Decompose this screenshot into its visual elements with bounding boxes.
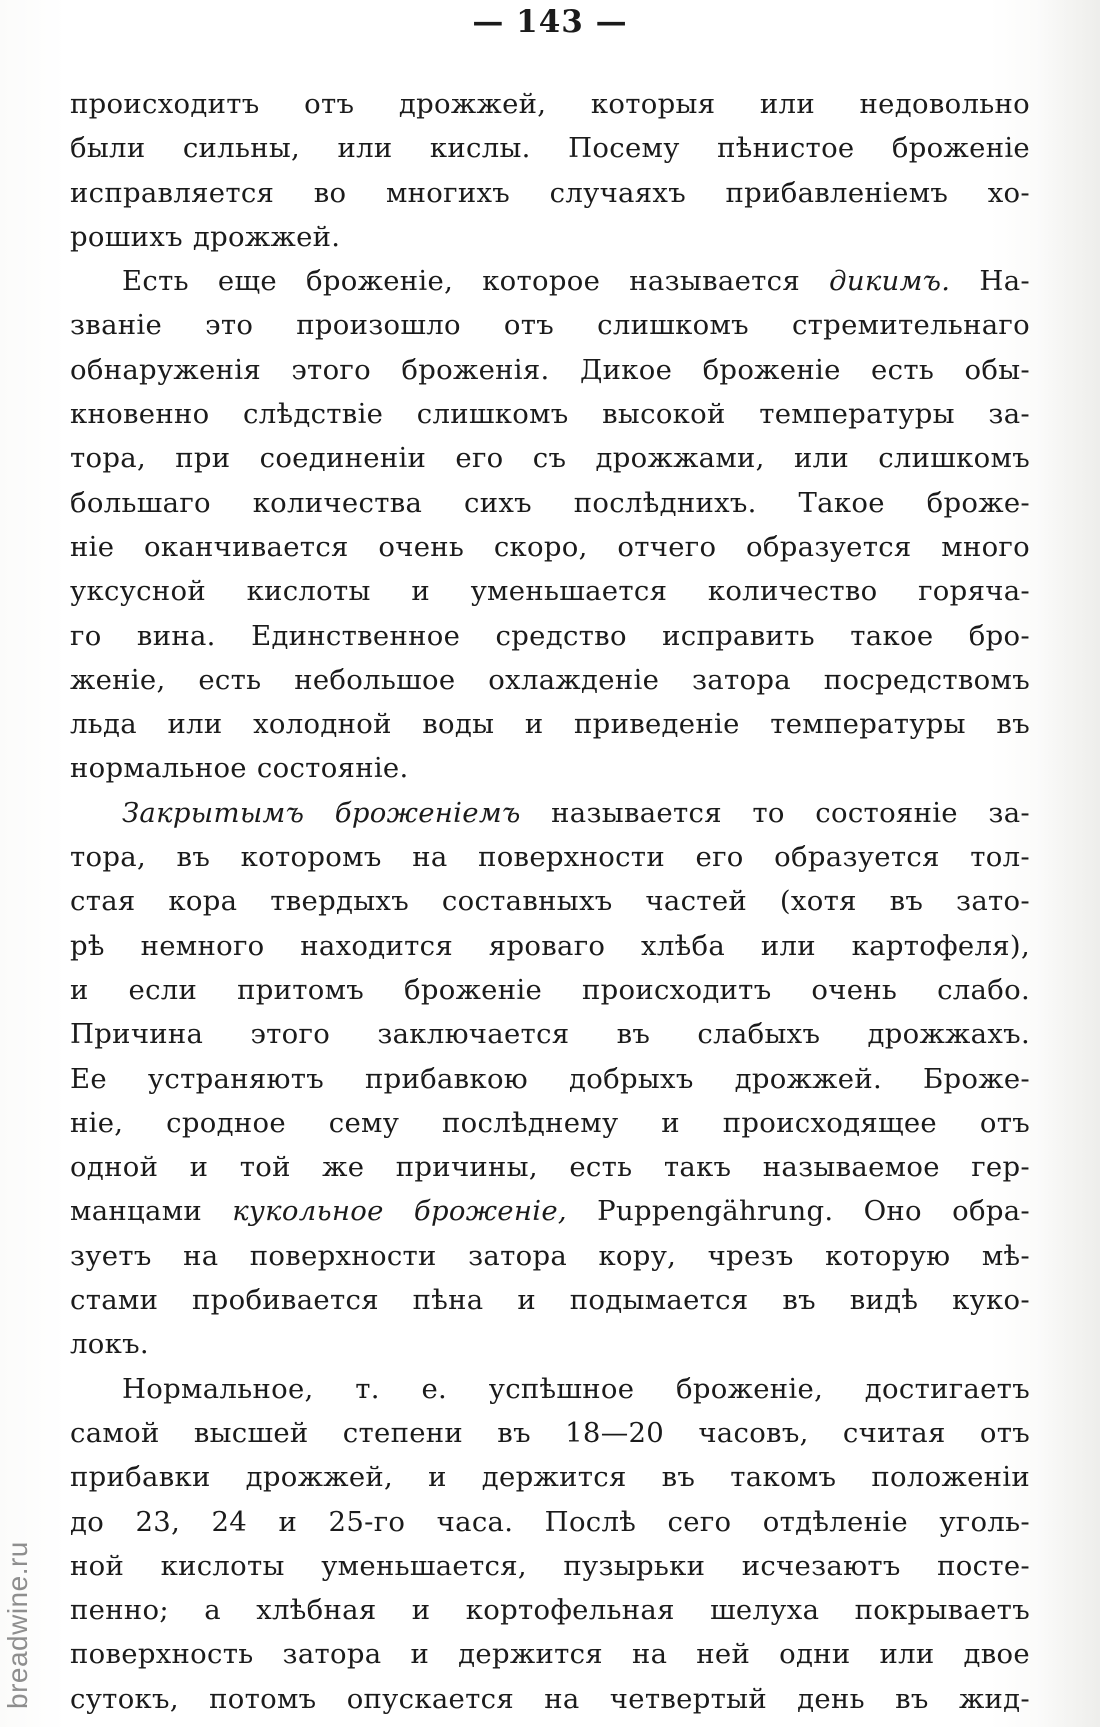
text-span: На-: [950, 265, 1030, 298]
scan-edge-shadow: [1040, 0, 1100, 1727]
text-line: исправляется во многихъ случаяхъ прибавленіемъ хо-: [70, 176, 1030, 209]
text-line: прибавки дрожжей, и держится въ такомъ положеніи: [70, 1461, 1030, 1494]
text-line: ніе, сродное сему послѣднему и происходящее отъ: [70, 1106, 1030, 1139]
text-line: были сильны, или кислы. Посему пѣнистое броженіе: [70, 132, 1030, 165]
text-line: большаго количества сихъ послѣднихъ. Такое броже-: [70, 486, 1030, 519]
text-line: поверхность затора и держится на ней одни или двое: [70, 1638, 1030, 1671]
text-line: стая кора твердыхъ составныхъ частей (хотя въ зато-: [70, 885, 1030, 918]
text-line: ніе оканчивается очень скоро, отчего образуется много: [70, 530, 1030, 563]
text-line: одной и той же причины, есть такъ называемое гер-: [70, 1151, 1030, 1184]
text-line: ной кислоты уменьшается, пузырьки исчезаютъ посте-: [70, 1549, 1030, 1582]
text-span: Есть еще броженіе, которое называется: [122, 265, 830, 298]
text-line: кновенно слѣдствіе слишкомъ высокой температуры за-: [70, 398, 1030, 431]
text-line: локъ.: [70, 1328, 149, 1361]
text-line: [70, 259, 1030, 303]
body-text: [70, 82, 1030, 1721]
text-line: зуетъ на поверхности затора кору, чрезъ которую мѣ-: [70, 1239, 1030, 1272]
text-line: [70, 1189, 1030, 1233]
watermark-text: breadwine.ru: [2, 1541, 33, 1709]
italic-term: Закрытымъ броженіемъ: [122, 796, 521, 829]
text-line: рошихъ дрожжей.: [70, 220, 341, 253]
italic-term: кукольное броженіе,: [232, 1195, 567, 1228]
text-line: [70, 791, 1030, 835]
text-line: сутокъ, потомъ опускается на четвертый день въ жид-: [70, 1682, 1030, 1715]
text-line: льда или холодной воды и приведеніе температуры въ: [70, 708, 1030, 741]
text-line: Причина этого заключается въ слабыхъ дрожжахъ.: [70, 1018, 1030, 1051]
text-line: уксусной кислоты и уменьшается количество горяча-: [70, 575, 1030, 608]
text-span: манцами: [70, 1195, 233, 1228]
text-line: женіе, есть небольшое охлажденіе затора посредствомъ: [70, 663, 1030, 696]
text-line: стами пробивается пѣна и подымается въ видѣ куко-: [70, 1284, 1030, 1317]
italic-term: дикимъ.: [829, 265, 951, 298]
watermark: [2, 1289, 36, 1709]
text-line: и если притомъ броженіе происходитъ очень слабо.: [70, 973, 1030, 1006]
text-line: нормальное состояніе.: [70, 752, 409, 785]
page-number: — 143 —: [472, 4, 628, 40]
text-line: Ее устраняютъ прибавкою добрыхъ дрожжей. Броже-: [70, 1062, 1030, 1095]
text-line: происходитъ отъ дрожжей, которыя или недовольно: [70, 88, 1030, 120]
text-line: самой высшей степени въ 18—20 часовъ, считая отъ: [70, 1416, 1030, 1449]
text-line: до 23, 24 и 25-го часа. Послѣ сего отдѣленіе уголь-: [70, 1505, 1030, 1538]
text-line: пенно; а хлѣбная и кортофельная шелуха покрываетъ: [70, 1594, 1030, 1627]
text-line: званіе это произошло отъ слишкомъ стремительнаго: [70, 309, 1030, 342]
text-line: Нормальное, т. е. успѣшное броженіе, достигаетъ: [122, 1372, 1030, 1405]
text-line: обнаруженія этого броженія. Дикое броженіе есть обы-: [70, 353, 1030, 386]
text-line: го вина. Единственное средство исправить такое бро-: [70, 619, 1030, 652]
text-span: называется то состояніе за-: [520, 796, 1030, 829]
text-line: тора, при соединеніи его съ дрожжами, или слишкомъ: [70, 442, 1030, 475]
text-line: рѣ немного находится яроваго хлѣба или картофеля),: [70, 929, 1030, 962]
text-span: Puppengährung. Оно обра-: [566, 1195, 1031, 1228]
text-line: тора, въ которомъ на поверхности его образуется тол-: [70, 841, 1030, 874]
